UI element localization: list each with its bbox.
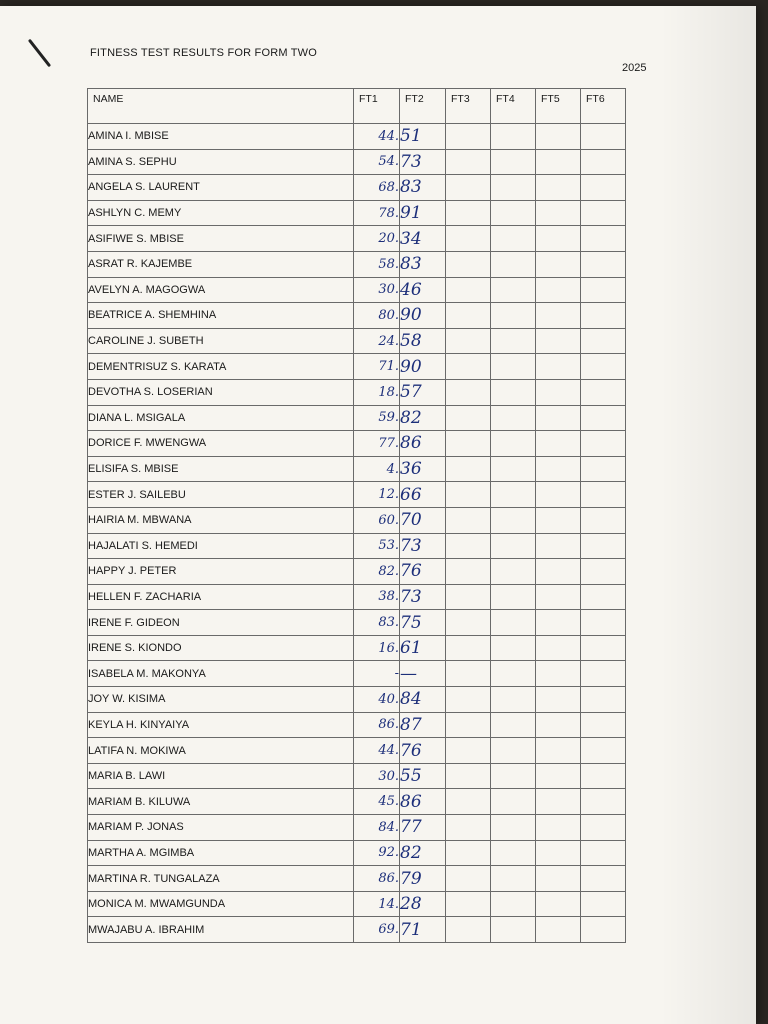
score-ft1: 59. bbox=[354, 405, 400, 431]
score-ft6 bbox=[581, 815, 626, 841]
score-ft2: 86 bbox=[400, 431, 446, 457]
score-ft1: 44. bbox=[354, 124, 400, 150]
table-row bbox=[88, 738, 626, 764]
score-ft2: 73 bbox=[400, 149, 446, 175]
score-ft2: 57 bbox=[400, 379, 446, 405]
table-row bbox=[88, 917, 626, 943]
score-ft6 bbox=[581, 712, 626, 738]
score-ft2: 83 bbox=[400, 251, 446, 277]
score-ft3 bbox=[446, 866, 491, 892]
table-row bbox=[88, 328, 626, 354]
student-name: MARTHA A. MGIMBA bbox=[88, 840, 354, 866]
student-name: DIANA L. MSIGALA bbox=[88, 405, 354, 431]
score-ft6 bbox=[581, 431, 626, 457]
student-name: ANGELA S. LAURENT bbox=[88, 175, 354, 201]
score-ft1: 20. bbox=[354, 226, 400, 252]
score-ft4 bbox=[491, 559, 536, 585]
table-row bbox=[88, 175, 626, 201]
score-ft6 bbox=[581, 303, 626, 329]
score-ft4 bbox=[491, 328, 536, 354]
score-ft2: 61 bbox=[400, 635, 446, 661]
score-ft4 bbox=[491, 507, 536, 533]
col-header-ft5: FT5 bbox=[536, 89, 581, 124]
score-ft4 bbox=[491, 840, 536, 866]
student-name: MARTINA R. TUNGALAZA bbox=[88, 866, 354, 892]
score-ft5 bbox=[536, 840, 581, 866]
student-name: MONICA M. MWAMGUNDA bbox=[88, 891, 354, 917]
table-row bbox=[88, 661, 626, 687]
table-row bbox=[88, 840, 626, 866]
score-ft6 bbox=[581, 149, 626, 175]
score-ft4 bbox=[491, 738, 536, 764]
score-ft3 bbox=[446, 815, 491, 841]
table-row bbox=[88, 354, 626, 380]
score-ft2: 79 bbox=[400, 866, 446, 892]
score-ft5 bbox=[536, 789, 581, 815]
table-row bbox=[88, 482, 626, 508]
score-ft2: 46 bbox=[400, 277, 446, 303]
student-name: MARIAM P. JONAS bbox=[88, 815, 354, 841]
score-ft6 bbox=[581, 738, 626, 764]
score-ft3 bbox=[446, 226, 491, 252]
score-ft1: 38. bbox=[354, 584, 400, 610]
table-row bbox=[88, 891, 626, 917]
score-ft2: 71 bbox=[400, 917, 446, 943]
score-ft2: 73 bbox=[400, 533, 446, 559]
score-ft3 bbox=[446, 789, 491, 815]
score-ft3 bbox=[446, 328, 491, 354]
score-ft3 bbox=[446, 738, 491, 764]
table-row bbox=[88, 610, 626, 636]
col-header-name: NAME bbox=[88, 89, 354, 124]
score-ft5 bbox=[536, 507, 581, 533]
score-ft5 bbox=[536, 661, 581, 687]
score-ft4 bbox=[491, 917, 536, 943]
score-ft5 bbox=[536, 328, 581, 354]
table-row bbox=[88, 559, 626, 585]
col-header-ft6: FT6 bbox=[581, 89, 626, 124]
score-ft4 bbox=[491, 482, 536, 508]
score-ft4 bbox=[491, 251, 536, 277]
paper-sheet bbox=[0, 6, 756, 1024]
score-ft2: 76 bbox=[400, 738, 446, 764]
score-ft2: 91 bbox=[400, 200, 446, 226]
score-ft4 bbox=[491, 226, 536, 252]
student-name: HAJALATI S. HEMEDI bbox=[88, 533, 354, 559]
score-ft3 bbox=[446, 584, 491, 610]
score-ft1: 24. bbox=[354, 328, 400, 354]
score-ft6 bbox=[581, 175, 626, 201]
table-row bbox=[88, 226, 626, 252]
score-ft3 bbox=[446, 251, 491, 277]
header-row bbox=[88, 89, 626, 124]
score-ft6 bbox=[581, 124, 626, 150]
score-ft6 bbox=[581, 610, 626, 636]
score-ft3 bbox=[446, 610, 491, 636]
table-row bbox=[88, 251, 626, 277]
score-ft2: 76 bbox=[400, 559, 446, 585]
score-ft3 bbox=[446, 303, 491, 329]
score-ft3 bbox=[446, 124, 491, 150]
pen-mark bbox=[28, 39, 51, 68]
score-ft4 bbox=[491, 124, 536, 150]
col-header-ft2: FT2 bbox=[400, 89, 446, 124]
results-table bbox=[87, 88, 626, 943]
score-ft1: 60. bbox=[354, 507, 400, 533]
table-row bbox=[88, 815, 626, 841]
score-ft5 bbox=[536, 226, 581, 252]
score-ft1: 16. bbox=[354, 635, 400, 661]
table-row bbox=[88, 789, 626, 815]
table-row bbox=[88, 507, 626, 533]
student-name: BEATRICE A. SHEMHINA bbox=[88, 303, 354, 329]
table-row bbox=[88, 712, 626, 738]
student-name: ESTER J. SAILEBU bbox=[88, 482, 354, 508]
score-ft5 bbox=[536, 124, 581, 150]
score-ft2: 36 bbox=[400, 456, 446, 482]
score-ft1: 4. bbox=[354, 456, 400, 482]
student-name: HAIRIA M. MBWANA bbox=[88, 507, 354, 533]
score-ft6 bbox=[581, 789, 626, 815]
score-ft1: 44. bbox=[354, 738, 400, 764]
student-name: IRENE F. GIDEON bbox=[88, 610, 354, 636]
score-ft2: 82 bbox=[400, 405, 446, 431]
score-ft5 bbox=[536, 149, 581, 175]
score-ft3 bbox=[446, 840, 491, 866]
score-ft6 bbox=[581, 891, 626, 917]
score-ft5 bbox=[536, 431, 581, 457]
paper-shadow bbox=[660, 6, 756, 1024]
score-ft1: 77. bbox=[354, 431, 400, 457]
score-ft2: 90 bbox=[400, 303, 446, 329]
score-ft2: 55 bbox=[400, 763, 446, 789]
score-ft1: 58. bbox=[354, 251, 400, 277]
score-ft4 bbox=[491, 379, 536, 405]
student-name: LATIFA N. MOKIWA bbox=[88, 738, 354, 764]
score-ft1: 82. bbox=[354, 559, 400, 585]
score-ft6 bbox=[581, 635, 626, 661]
score-ft1: 18. bbox=[354, 379, 400, 405]
score-ft1: 78. bbox=[354, 200, 400, 226]
score-ft1: 54. bbox=[354, 149, 400, 175]
score-ft2: 82 bbox=[400, 840, 446, 866]
score-ft4 bbox=[491, 687, 536, 713]
score-ft4 bbox=[491, 661, 536, 687]
score-ft4 bbox=[491, 891, 536, 917]
score-ft5 bbox=[536, 917, 581, 943]
score-ft4 bbox=[491, 815, 536, 841]
score-ft1: 84. bbox=[354, 815, 400, 841]
score-ft4 bbox=[491, 789, 536, 815]
score-ft4 bbox=[491, 175, 536, 201]
score-ft4 bbox=[491, 533, 536, 559]
score-ft3 bbox=[446, 431, 491, 457]
score-ft5 bbox=[536, 379, 581, 405]
table-row bbox=[88, 277, 626, 303]
student-name: CAROLINE J. SUBETH bbox=[88, 328, 354, 354]
student-name: MARIA B. LAWI bbox=[88, 763, 354, 789]
score-ft2: 58 bbox=[400, 328, 446, 354]
score-ft6 bbox=[581, 687, 626, 713]
score-ft2: 70 bbox=[400, 507, 446, 533]
score-ft1: 86. bbox=[354, 866, 400, 892]
score-ft2: 90 bbox=[400, 354, 446, 380]
table-row bbox=[88, 303, 626, 329]
student-name: MWAJABU A. IBRAHIM bbox=[88, 917, 354, 943]
score-ft2: — bbox=[400, 661, 446, 687]
score-ft5 bbox=[536, 482, 581, 508]
table-row bbox=[88, 149, 626, 175]
student-name: ISABELA M. MAKONYA bbox=[88, 661, 354, 687]
score-ft5 bbox=[536, 635, 581, 661]
score-ft6 bbox=[581, 379, 626, 405]
score-ft6 bbox=[581, 559, 626, 585]
score-ft3 bbox=[446, 533, 491, 559]
score-ft3 bbox=[446, 277, 491, 303]
score-ft4 bbox=[491, 405, 536, 431]
document-year: 2025 bbox=[622, 62, 647, 74]
score-ft2: 87 bbox=[400, 712, 446, 738]
score-ft6 bbox=[581, 328, 626, 354]
table-row bbox=[88, 431, 626, 457]
score-ft6 bbox=[581, 405, 626, 431]
table-row bbox=[88, 763, 626, 789]
score-ft1: 80. bbox=[354, 303, 400, 329]
score-ft2: 86 bbox=[400, 789, 446, 815]
score-ft5 bbox=[536, 763, 581, 789]
score-ft3 bbox=[446, 712, 491, 738]
score-ft1: 86. bbox=[354, 712, 400, 738]
table-row bbox=[88, 584, 626, 610]
score-ft3 bbox=[446, 149, 491, 175]
student-name: DEMENTRISUZ S. KARATA bbox=[88, 354, 354, 380]
score-ft1: 40. bbox=[354, 687, 400, 713]
score-ft6 bbox=[581, 226, 626, 252]
score-ft6 bbox=[581, 661, 626, 687]
student-name: IRENE S. KIONDO bbox=[88, 635, 354, 661]
score-ft6 bbox=[581, 456, 626, 482]
student-name: DORICE F. MWENGWA bbox=[88, 431, 354, 457]
col-header-ft1: FT1 bbox=[354, 89, 400, 124]
score-ft2: 28 bbox=[400, 891, 446, 917]
score-ft1: 83. bbox=[354, 610, 400, 636]
score-ft3 bbox=[446, 891, 491, 917]
score-ft4 bbox=[491, 712, 536, 738]
score-ft1: - bbox=[354, 661, 400, 687]
score-ft3 bbox=[446, 200, 491, 226]
score-ft6 bbox=[581, 251, 626, 277]
score-ft3 bbox=[446, 456, 491, 482]
score-ft2: 84 bbox=[400, 687, 446, 713]
table-row bbox=[88, 124, 626, 150]
score-ft6 bbox=[581, 200, 626, 226]
score-ft5 bbox=[536, 891, 581, 917]
score-ft5 bbox=[536, 815, 581, 841]
score-ft6 bbox=[581, 277, 626, 303]
student-name: AMINA I. MBISE bbox=[88, 124, 354, 150]
table-row bbox=[88, 405, 626, 431]
table-row bbox=[88, 533, 626, 559]
score-ft3 bbox=[446, 687, 491, 713]
score-ft3 bbox=[446, 917, 491, 943]
score-ft1: 45. bbox=[354, 789, 400, 815]
score-ft4 bbox=[491, 354, 536, 380]
student-name: AMINA S. SEPHU bbox=[88, 149, 354, 175]
score-ft3 bbox=[446, 175, 491, 201]
score-ft5 bbox=[536, 354, 581, 380]
score-ft2: 75 bbox=[400, 610, 446, 636]
score-ft4 bbox=[491, 584, 536, 610]
score-ft5 bbox=[536, 200, 581, 226]
table-row bbox=[88, 456, 626, 482]
student-name: ASHLYN C. MEMY bbox=[88, 200, 354, 226]
score-ft6 bbox=[581, 482, 626, 508]
score-ft3 bbox=[446, 405, 491, 431]
score-ft2: 34 bbox=[400, 226, 446, 252]
score-ft5 bbox=[536, 277, 581, 303]
score-ft1: 69. bbox=[354, 917, 400, 943]
score-ft2: 73 bbox=[400, 584, 446, 610]
score-ft4 bbox=[491, 149, 536, 175]
score-ft6 bbox=[581, 763, 626, 789]
score-ft4 bbox=[491, 456, 536, 482]
col-header-ft3: FT3 bbox=[446, 89, 491, 124]
score-ft4 bbox=[491, 431, 536, 457]
score-ft5 bbox=[536, 559, 581, 585]
score-ft4 bbox=[491, 303, 536, 329]
score-ft6 bbox=[581, 533, 626, 559]
score-ft5 bbox=[536, 738, 581, 764]
student-name: MARIAM B. KILUWA bbox=[88, 789, 354, 815]
document-title: FITNESS TEST RESULTS FOR FORM TWO bbox=[90, 47, 318, 59]
score-ft3 bbox=[446, 661, 491, 687]
student-name: DEVOTHA S. LOSERIAN bbox=[88, 379, 354, 405]
score-ft1: 92. bbox=[354, 840, 400, 866]
score-ft3 bbox=[446, 763, 491, 789]
score-ft2: 51 bbox=[400, 124, 446, 150]
score-ft6 bbox=[581, 866, 626, 892]
score-ft1: 14. bbox=[354, 891, 400, 917]
student-name: KEYLA H. KINYAIYA bbox=[88, 712, 354, 738]
score-ft1: 71. bbox=[354, 354, 400, 380]
student-name: ASIFIWE S. MBISE bbox=[88, 226, 354, 252]
score-ft3 bbox=[446, 354, 491, 380]
score-ft4 bbox=[491, 763, 536, 789]
score-ft5 bbox=[536, 251, 581, 277]
score-ft5 bbox=[536, 610, 581, 636]
student-name: HAPPY J. PETER bbox=[88, 559, 354, 585]
student-name: AVELYN A. MAGOGWA bbox=[88, 277, 354, 303]
score-ft4 bbox=[491, 866, 536, 892]
score-ft6 bbox=[581, 840, 626, 866]
score-ft4 bbox=[491, 277, 536, 303]
student-name: HELLEN F. ZACHARIA bbox=[88, 584, 354, 610]
score-ft2: 66 bbox=[400, 482, 446, 508]
score-ft5 bbox=[536, 687, 581, 713]
score-ft6 bbox=[581, 584, 626, 610]
score-ft3 bbox=[446, 559, 491, 585]
results-body bbox=[88, 124, 626, 943]
score-ft1: 30. bbox=[354, 277, 400, 303]
score-ft5 bbox=[536, 405, 581, 431]
score-ft3 bbox=[446, 482, 491, 508]
score-ft4 bbox=[491, 610, 536, 636]
score-ft5 bbox=[536, 866, 581, 892]
score-ft1: 12. bbox=[354, 482, 400, 508]
score-ft1: 53. bbox=[354, 533, 400, 559]
score-ft5 bbox=[536, 175, 581, 201]
score-ft4 bbox=[491, 200, 536, 226]
score-ft1: 68. bbox=[354, 175, 400, 201]
score-ft5 bbox=[536, 303, 581, 329]
score-ft3 bbox=[446, 507, 491, 533]
score-ft3 bbox=[446, 635, 491, 661]
score-ft3 bbox=[446, 379, 491, 405]
score-ft5 bbox=[536, 533, 581, 559]
score-ft2: 83 bbox=[400, 175, 446, 201]
table-row bbox=[88, 866, 626, 892]
table-row bbox=[88, 200, 626, 226]
score-ft1: 30. bbox=[354, 763, 400, 789]
score-ft5 bbox=[536, 584, 581, 610]
score-ft6 bbox=[581, 507, 626, 533]
col-header-ft4: FT4 bbox=[491, 89, 536, 124]
score-ft5 bbox=[536, 456, 581, 482]
student-name: JOY W. KISIMA bbox=[88, 687, 354, 713]
score-ft5 bbox=[536, 712, 581, 738]
table-row bbox=[88, 635, 626, 661]
score-ft2: 77 bbox=[400, 815, 446, 841]
table-row bbox=[88, 379, 626, 405]
table-row bbox=[88, 687, 626, 713]
score-ft6 bbox=[581, 917, 626, 943]
student-name: ASRAT R. KAJEMBE bbox=[88, 251, 354, 277]
student-name: ELISIFA S. MBISE bbox=[88, 456, 354, 482]
score-ft6 bbox=[581, 354, 626, 380]
score-ft4 bbox=[491, 635, 536, 661]
